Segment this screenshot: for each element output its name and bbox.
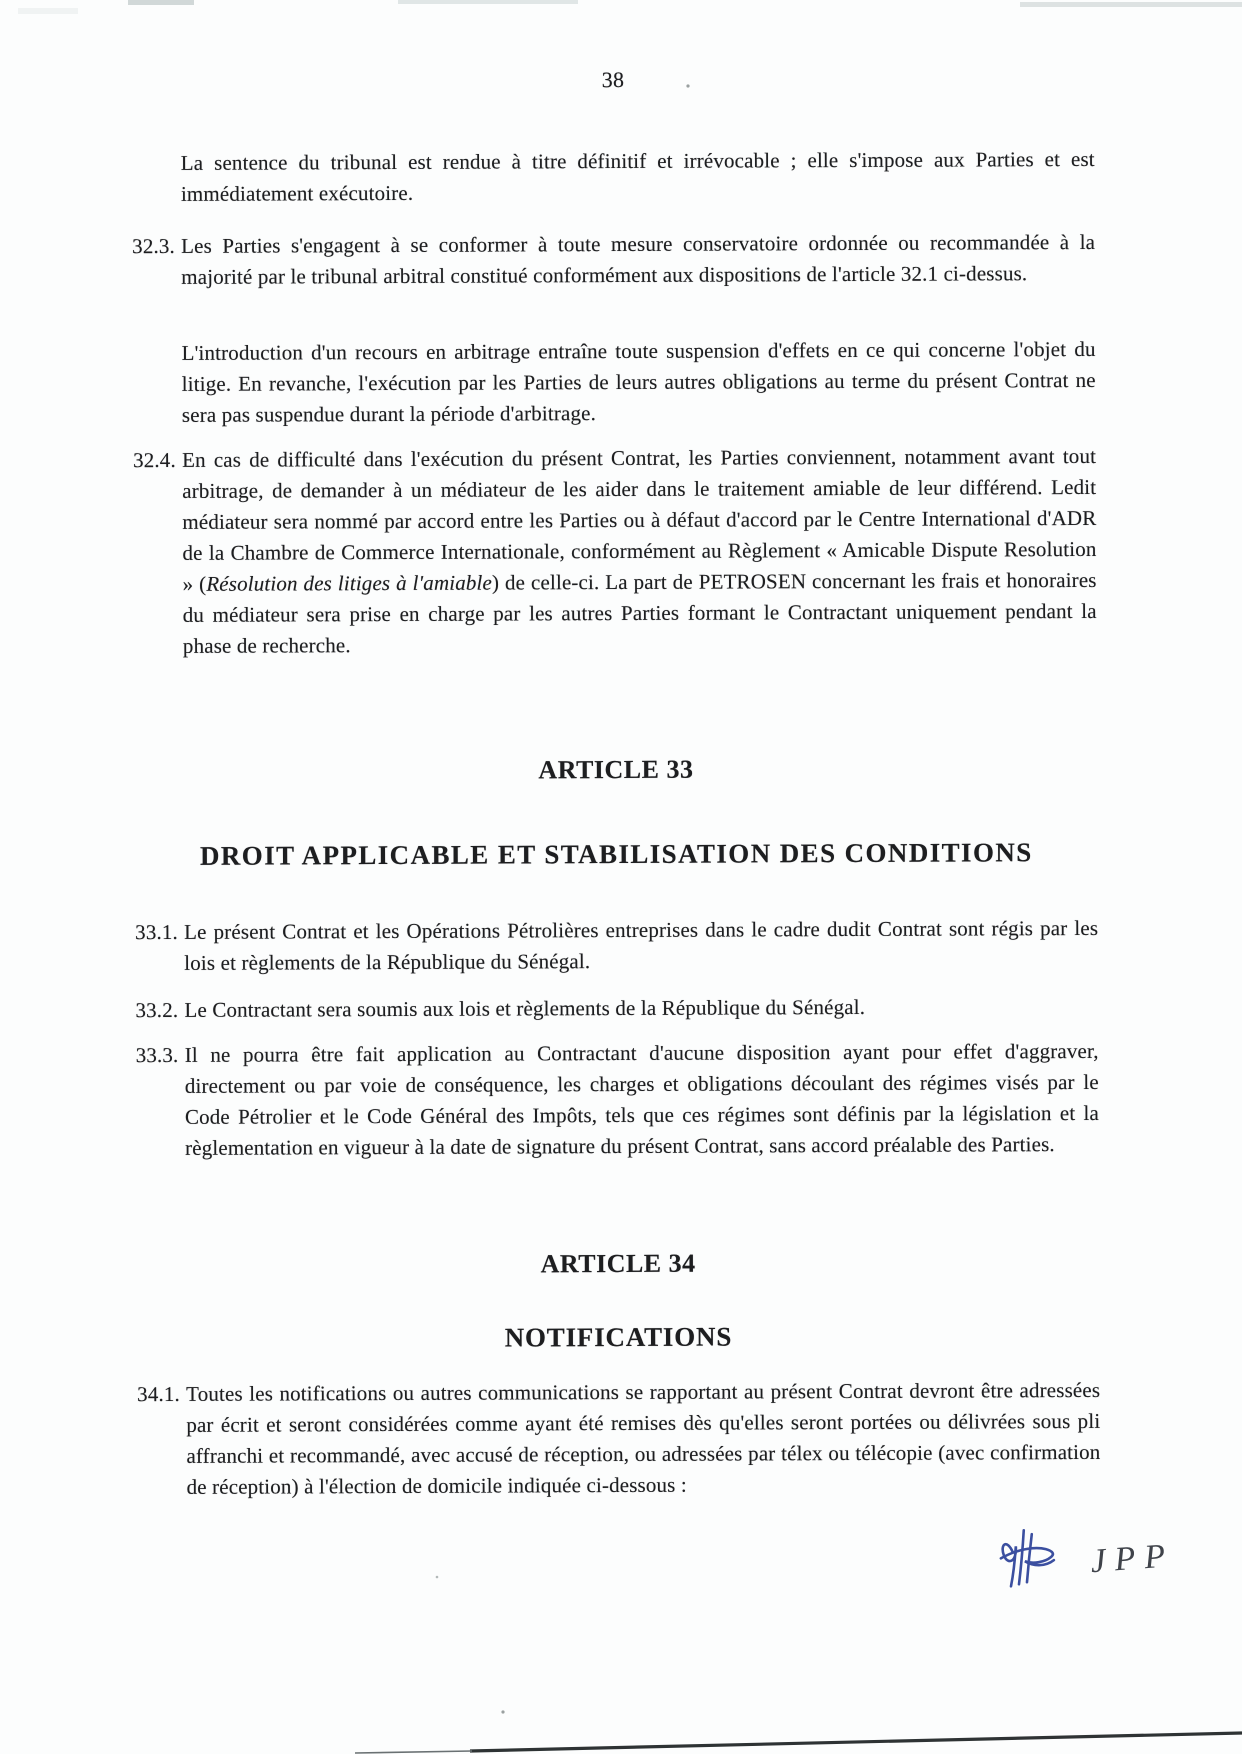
article-33-heading: ARTICLE 33 — [538, 754, 694, 785]
clause-text: Le Contractant sera soumis aux lois et règlements de la République du Sénégal. — [184, 994, 866, 1022]
handwritten-initials — [1085, 1531, 1205, 1597]
clause-32-3 — [132, 227, 1095, 293]
initials-text: JPP — [1089, 1537, 1176, 1581]
clause-32-4 — [133, 441, 1097, 662]
article-34-title: NOTIFICATIONS — [504, 1321, 733, 1353]
clause-text-part1: En cas de difficulté dans l'exécution du présent Contrat, les Parties conviennent, notamment avant tout arbitrage, de demander à un médiateur de les aider dans le traitement amiable de leur différend. Ledit médiateur sera nommé par accord entre les Parties ou à défaut d'accord par le Centre International d'ADR de la Chambre de Commerce Internationale, conformément au Règlement « Amicable Dispute Resolution » ( — [182, 443, 1097, 596]
clause-number: 32.4. — [133, 447, 176, 473]
clause-text: Toutes les notifications ou autres communications se rapportant au présent Contrat devront être adressées par écrit et seront considérées comme ayant été remises dès qu'elles seront portées ou délivrées sous pli affranchi et recommandé, avec accusé de réception, ou adressées par télex ou télécopie (avec confirmation de réception) à l'élection de domicile indiquée ci-dessous : — [186, 1377, 1101, 1499]
clause-33-1 — [135, 913, 1098, 979]
clause-text — [182, 441, 1097, 662]
clause-number: 34.1. — [137, 1381, 180, 1407]
clause-number: 32.3. — [132, 233, 175, 259]
paragraph-sentence-tribunal — [181, 144, 1095, 210]
clause-number: 33.3. — [135, 1042, 179, 1068]
clause-33-3 — [136, 1036, 1100, 1164]
paragraph-text: La sentence du tribunal est rendue à titre définitif et irrévocable ; elle s'impose aux Parties et est immédiatement exécutoire. — [180, 146, 1095, 206]
clause-text: Il ne pourra être fait application au Contractant d'aucune disposition ayant pour effet d'aggraver, directement ou par voie de conséquence, les charges et obligations découlant des régimes visés par le Code Pétrolier et le Code Général des Impôts, tels que ces régimes sont définis par la législation et la règlementation en vigueur à la date de signature du présent Contrat, sans accord préalable des Parties. — [184, 1038, 1099, 1160]
paragraph-recours-arbitrage — [182, 334, 1096, 431]
clause-number: 33.1. — [135, 919, 178, 945]
clause-text-italic: Résolution des litiges à l'amiable — [206, 570, 493, 596]
clause-text: Le présent Contrat et les Opérations Pétrolières entreprises dans le cadre dudit Contrat sont régis par les lois et règlements de la République du Sénégal. — [184, 915, 1099, 975]
paraph-strokes — [1001, 1530, 1054, 1586]
page-number: 38 — [601, 66, 625, 93]
article-34-heading: ARTICLE 34 — [540, 1248, 696, 1279]
paraph-scribble-icon — [997, 1524, 1061, 1592]
article-33-title: DROIT APPLICABLE ET STABILISATION DES CONDITIONS — [199, 837, 1033, 871]
clause-text-part2: ) de celle-ci. La part de PETROSEN concernant les frais et honoraires du médiateur sera prise en charge par les autres Parties formant le Contractant uniquement pendant la phase de recherche. — [182, 567, 1097, 658]
clause-34-1 — [137, 1375, 1101, 1503]
initials-jpp-icon — [1085, 1531, 1205, 1592]
clause-33-2 — [135, 991, 1098, 1026]
handwritten-paraph — [997, 1524, 1061, 1597]
paragraph-text: L'introduction d'un recours en arbitrage entraîne toute suspension d'effets en ce qui concerne l'objet du litige. En revanche, l'exécution par les Parties de leurs autres obligations au terme du présent Contrat ne sera pas suspendue durant la période d'arbitrage. — [181, 336, 1096, 427]
clause-number: 33.2. — [135, 997, 179, 1023]
clause-text: Les Parties s'engagent à se conformer à toute mesure conservatoire ordonnée ou recommandée à la majorité par le tribunal arbitral constitué conformément aux dispositions de l'article 32.1 ci-dessus. — [181, 229, 1096, 289]
